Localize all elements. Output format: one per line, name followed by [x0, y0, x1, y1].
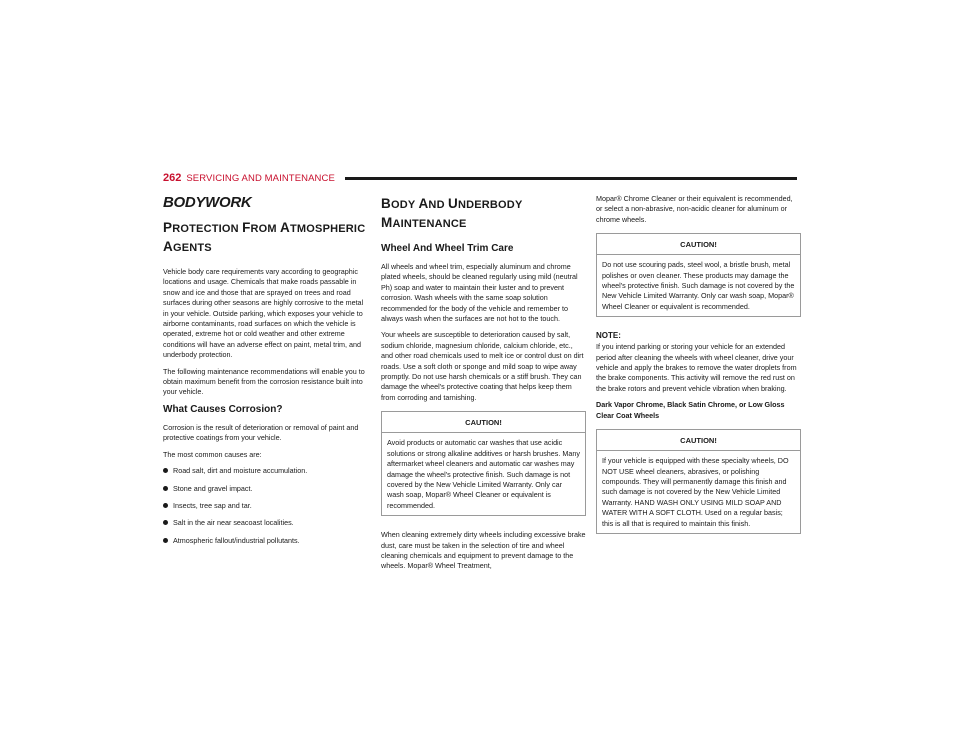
list-item: Road salt, dirt and moisture accumulation.	[163, 466, 368, 476]
protection-heading: PROTECTION FROM ATMOSPHERIC AGENTS	[163, 220, 366, 254]
section-title: SERVICING AND MAINTENANCE	[186, 172, 335, 184]
paragraph: The most common causes are:	[163, 449, 262, 459]
caution-text: Do not use scouring pads, steel wool, a bristle brush, metal polishes or oven cleaner. These products may damage the wheel's protective finish. Such damage is not covered by the New Vehicle Limited Warranty. Only car wash soap, Mopar® Wheel Cleaner or equivalent is recommended.	[602, 260, 795, 311]
caution-text: If your vehicle is equipped with these specialty wheels, DO NOT USE wheel cleaners, abrasives, or polishing compounds. They will permanently damage this finish and such damage is not covered by the New Vehicle Limited Warranty. HAND WASH ONLY USING MILD SOAP AND WATER WITH A SOFT CLOTH. Used on a regular basis; this is all that is required to maintain this finish.	[602, 456, 789, 528]
bullet-icon	[163, 486, 168, 491]
bullet-icon	[163, 538, 168, 543]
paragraph: Vehicle body care requirements vary according to geographic locations and usage. Chemicals that make roads passable in snow and ice and those that are sprayed on trees and road surfaces during other seasons are highly corrosive to the metal in your vehicle. Outside parking, which exposes your vehicle to airborne contaminants, road surfaces on which the vehicle is operated, extreme hot or cold weather and other extreme conditions will have an adverse effect on paint, metal trim, and underbody protection.	[163, 267, 364, 360]
bullet-icon	[163, 503, 168, 508]
column-1	[163, 195, 368, 553]
list-item: Atmospheric fallout/industrial pollutants.	[163, 536, 368, 546]
dark-vapor-heading: Dark Vapor Chrome, Black Satin Chrome, or Low Gloss Clear Coat Wheels	[596, 400, 785, 420]
caution-box	[596, 429, 801, 534]
caution-title: CAUTION!	[597, 234, 800, 255]
list-item: Salt in the air near seacoast localities.	[163, 518, 368, 528]
column-2	[381, 195, 586, 578]
corrosion-heading: What Causes Corrosion?	[163, 403, 283, 415]
caution-title: CAUTION!	[597, 430, 800, 451]
paragraph: Corrosion is the result of deterioration or removal of paint and protective coatings from your vehicle.	[163, 422, 359, 443]
causes-list	[163, 466, 368, 546]
page-header	[163, 171, 797, 185]
paragraph: When cleaning extremely dirty wheels including excessive brake dust, care must be taken in the selection of tire and wheel cleaning chemicals and equipment to prevent damage to the wheels. Mopar® Wheel Treatment,	[381, 530, 586, 571]
paragraph: The following maintenance recommendations will enable you to obtain maximum benefit from the corrosion resistance built into your vehicle.	[163, 366, 365, 397]
caution-title: CAUTION!	[382, 412, 585, 433]
note-text: If you intend parking or storing your vehicle for an extended period after cleaning the wheels with wheel cleaner, drive your vehicle and apply the brakes to remove the water droplets from the brake components. This activity will remove the red rust on the brake rotors and prevent vehicle vibration when braking.	[596, 342, 797, 393]
page-number: 262	[163, 172, 182, 184]
body-maintenance-heading: BODY AND UNDERBODY MAINTENANCE	[381, 196, 523, 230]
paragraph: Mopar® Chrome Cleaner or their equivalent is recommended, or select a non-abrasive, non-acidic cleaner for aluminum or chrome wheels.	[596, 194, 793, 224]
caution-text: Avoid products or automatic car washes that use acidic solutions or strong alkaline additives or harsh brushes. Many aftermarket wheel cleaners and automatic car washes may damage the wheel's protective finish. Such damage is not covered by the New Vehicle Limited Warranty. Only car wash soap, Mopar® Wheel Cleaner or equivalent is recommended.	[387, 438, 580, 510]
bullet-icon	[163, 520, 168, 525]
paragraph: All wheels and wheel trim, especially aluminum and chrome plated wheels, should be cleaned regularly using mild (neutral Ph) soap and water to maintain their luster and to prevent corrosion. Wash wheels with the same soap solution recommended for the body of the vehicle and remember to always wash when the surfaces are not hot to the touch.	[381, 262, 578, 324]
column-3	[596, 194, 801, 548]
header-rule	[345, 177, 797, 180]
wheel-care-heading: Wheel And Wheel Trim Care	[381, 243, 514, 254]
bullet-icon	[163, 468, 168, 473]
bodywork-title: BODYWORK	[163, 194, 252, 211]
caution-box	[596, 233, 801, 317]
caution-box	[381, 411, 586, 516]
note-label: NOTE:	[596, 331, 621, 341]
list-item: Stone and gravel impact.	[163, 484, 368, 494]
paragraph: Your wheels are susceptible to deterioration caused by salt, sodium chloride, magnesium chloride, calcium chloride, etc., and other road chemicals used to melt ice or control dust on dirt roads. Use a soft cloth or sponge and mild soap to wipe away promptly. Do not use harsh chemicals or a stiff brush. They can damage the wheel's protective coating that helps keep them from corroding and tarnishing.	[381, 330, 584, 402]
list-item: Insects, tree sap and tar.	[163, 501, 368, 511]
